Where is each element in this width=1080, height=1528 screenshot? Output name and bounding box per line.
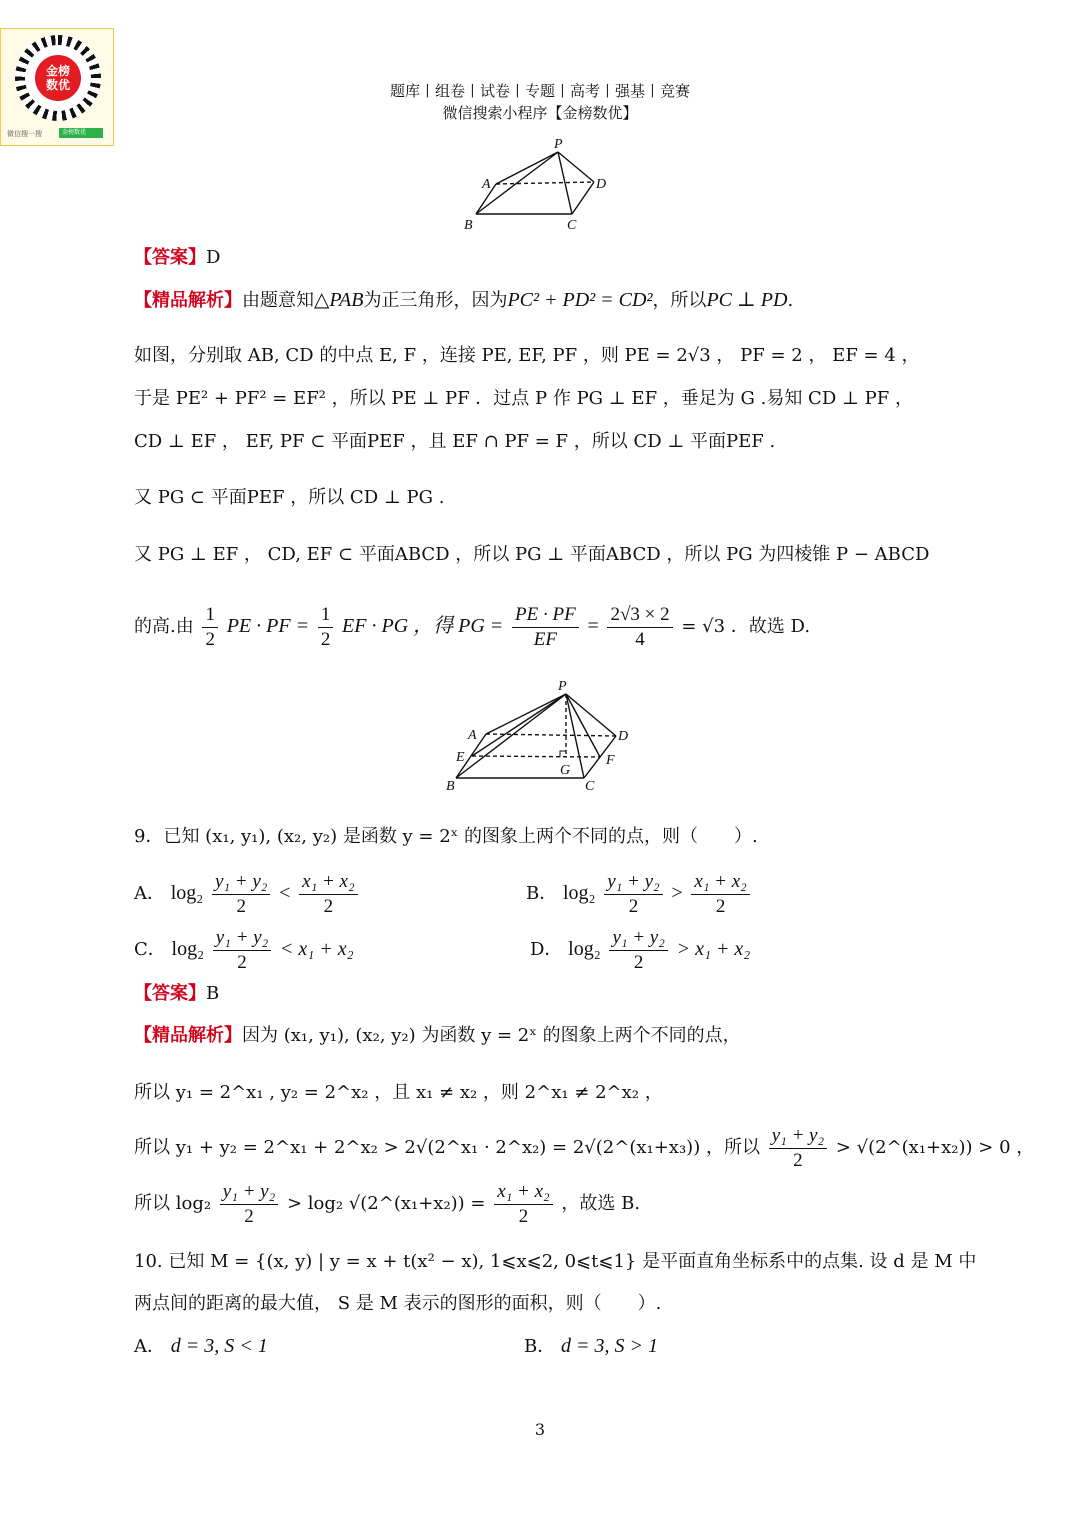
math: PE · PF = — [226, 615, 310, 637]
analysis-tag: 【精品解析】 — [134, 290, 242, 311]
text: = √3 ．故选 D. — [681, 616, 811, 637]
numerator: y₁ + y₂ — [220, 1180, 278, 1205]
edge-pa — [496, 152, 558, 184]
page-number: 3 — [534, 1420, 546, 1439]
numerator: 1 — [202, 603, 218, 628]
label-B: B — [464, 218, 473, 233]
q8-analysis-line3: 于是 PE² + PF² = EF² ，所以 PE ⊥ PF ．过点 P 作 PG ⊥ EF ，垂足为 G .易知 CD ⊥ PF ， — [134, 388, 913, 409]
option-label: A． — [134, 1336, 165, 1357]
numerator: 2√3 × 2 — [607, 603, 672, 628]
fraction — [213, 926, 271, 975]
pyramid-figure-2 — [440, 678, 640, 794]
q10-stem-line1: 10. 已知 M = {(x, y) | y = x + t(x² − x), 1⩽x⩽2, 0⩽t⩽1} 是平面直角坐标系中的点集. 设 d 是 M 中 — [134, 1251, 977, 1272]
q8-analysis-line5: 又 PG ⊂ 平面PEF ，所以 CD ⊥ PG . — [134, 487, 445, 508]
text: 由题意知 — [242, 290, 314, 311]
denominator: 2 — [715, 895, 726, 917]
denominator: 2 — [205, 628, 215, 650]
denominator: 2 — [633, 951, 644, 973]
numerator: y₁ + y₂ — [609, 926, 667, 951]
text: 因为 (x₁, y₁), (x₂, y₂) 为函数 y = 2ˣ 的图象上两个不同的点， — [242, 1025, 741, 1046]
math: log₂ — [171, 938, 205, 960]
math: log₂ — [170, 882, 204, 904]
label-C: C — [585, 779, 595, 794]
fraction — [609, 926, 667, 975]
label-D: D — [618, 729, 629, 744]
header-nav[interactable]: 题库丨组卷丨试卷丨专题丨高考丨强基丨竞赛 — [389, 82, 690, 100]
numerator: PE · PF — [512, 603, 579, 628]
numerator: x₁ + x₂ — [299, 870, 357, 895]
q8-answer-line — [134, 244, 220, 272]
option-text: d = 3, S > 1 — [560, 1335, 658, 1357]
q9-analysis-line1 — [134, 1022, 741, 1050]
text: 所以 y₁ + y₂ = 2^x₁ + 2^x₂ > 2√(2^x₁ · 2^x₂) = 2√(2^(x₁+x₃)) ，所以 — [134, 1137, 760, 1158]
q9-stem: 9．已知 (x₁, y₁), (x₂, y₂) 是函数 y = 2ˣ 的图象上两个不同的点，则（ ）. — [134, 826, 758, 847]
q8-analysis-line7 — [134, 596, 810, 657]
label-B: B — [446, 779, 455, 794]
q9-analysis-line4 — [134, 1178, 640, 1230]
q8-analysis-line2: 如图，分别取 AB, CD 的中点 E, F ，连接 PE, EF, PF ，则 PE = 2√3 ， PF = 2 ， EF = 4 ， — [134, 345, 920, 366]
edge-pa — [486, 694, 566, 734]
fraction-half — [202, 603, 218, 652]
text: ，所以 — [652, 290, 707, 311]
numerator: 1 — [318, 603, 334, 628]
q8-analysis-line6: 又 PG ⊥ EF ， CD, EF ⊂ 平面ABCD ，所以 PG ⊥ 平面ABCD ，所以 PG 为四棱锥 P − ABCD — [134, 544, 930, 565]
fraction — [494, 1180, 552, 1229]
denominator: 2 — [793, 1149, 803, 1171]
q8-analysis-line1 — [134, 286, 793, 315]
fraction — [604, 870, 662, 919]
q10-option-a[interactable] — [134, 1332, 268, 1358]
q9-option-b[interactable] — [526, 868, 753, 919]
denominator: 2 — [518, 1205, 529, 1227]
option-label: B． — [524, 1336, 556, 1357]
math: log₂ — [568, 938, 601, 960]
option-label: B． — [526, 883, 558, 904]
edge-cd — [572, 182, 594, 214]
fraction-half — [318, 603, 334, 652]
option-label: A． — [134, 883, 165, 904]
label-A: A — [468, 728, 477, 743]
denominator: 2 — [320, 628, 331, 650]
answer-value: D — [206, 247, 221, 268]
fraction — [299, 870, 357, 919]
label-F: F — [606, 753, 615, 768]
edge-ad-hidden — [496, 182, 594, 184]
math: log₂ — [562, 882, 596, 904]
math: EF · PG ，得 PG = — [342, 615, 504, 637]
denominator: 2 — [628, 895, 639, 917]
answer-value: B — [206, 983, 220, 1004]
math: < — [279, 882, 291, 904]
answer-tag: 【答案】 — [134, 983, 206, 1004]
text: . — [787, 290, 794, 311]
q9-answer-line — [134, 980, 219, 1008]
math: PC ⊥ PD — [706, 289, 788, 311]
math: △PAB — [314, 289, 364, 311]
text: 所以 log₂ — [134, 1193, 212, 1214]
text: > log₂ √(2^(x₁+x₂)) = — [286, 1193, 486, 1214]
label-E: E — [456, 750, 465, 765]
text: 的高.由 — [134, 616, 194, 637]
numerator: x₁ + x₂ — [494, 1180, 552, 1205]
fraction — [212, 870, 270, 919]
option-label: D． — [530, 939, 563, 960]
option-label: C． — [134, 939, 166, 960]
text: 为正三角形，因为 — [363, 290, 508, 311]
header-subtitle: 微信搜索小程序【金榜数优】 — [442, 104, 638, 122]
numerator: y₁ + y₂ — [769, 1124, 827, 1149]
qr-footer-text: 微信搜一搜 — [7, 130, 42, 138]
denominator: 2 — [237, 951, 247, 973]
text: > √(2^(x₁+x₂)) > 0 ， — [835, 1137, 1035, 1158]
denominator: 2 — [323, 895, 334, 917]
fraction — [220, 1180, 278, 1229]
math: > x₁ + x₂ — [676, 938, 751, 960]
q9-option-c[interactable] — [134, 924, 354, 975]
denominator: 2 — [244, 1205, 254, 1227]
q10-option-b[interactable] — [524, 1332, 658, 1358]
answer-tag: 【答案】 — [134, 247, 206, 268]
label-C: C — [567, 218, 577, 233]
analysis-tag: 【精品解析】 — [134, 1025, 242, 1046]
q9-option-a[interactable] — [134, 868, 361, 919]
math: > — [671, 882, 683, 904]
denominator: 4 — [635, 628, 645, 650]
label-G: G — [560, 763, 571, 778]
denominator: EF — [533, 628, 557, 650]
math: PC² + PD² = CD² — [507, 289, 653, 311]
label-D: D — [596, 177, 607, 192]
option-text: d = 3, S < 1 — [170, 1335, 268, 1357]
denominator: 2 — [236, 895, 246, 917]
math: < x₁ + x₂ — [279, 938, 354, 960]
q9-option-d[interactable] — [530, 924, 750, 975]
numerator: x₁ + x₂ — [691, 870, 749, 895]
numerator: y₁ + y₂ — [213, 926, 271, 951]
fraction-result — [607, 603, 672, 652]
label-P: P — [558, 679, 567, 694]
edge-pf — [566, 694, 600, 757]
qr-footer-button[interactable]: 金榜数优 — [59, 128, 103, 138]
fraction — [691, 870, 749, 919]
fraction-pe-pf — [512, 603, 579, 652]
numerator: y₁ + y₂ — [604, 870, 662, 895]
brand-logo-line2: 数优 — [45, 78, 70, 92]
label-P: P — [554, 137, 563, 152]
math: = — [587, 615, 599, 637]
edge-pe — [472, 694, 566, 756]
q8-analysis-line4: CD ⊥ EF ， EF, PF ⊂ 平面PEF ，且 EF ∩ PF = F ，所以 CD ⊥ 平面PEF . — [134, 431, 776, 452]
brand-logo-line1: 金榜 — [45, 64, 70, 78]
q9-analysis-line2: 所以 y₁ = 2^x₁ , y₂ = 2^x₂ ，且 x₁ ≠ x₂ ，则 2^x₁ ≠ 2^x₂ ， — [134, 1082, 663, 1103]
numerator: y₁ + y₂ — [212, 870, 270, 895]
label-A: A — [482, 177, 491, 192]
fraction — [769, 1124, 827, 1173]
segment-ef-hidden — [472, 756, 600, 757]
q9-analysis-line3 — [134, 1122, 1034, 1174]
text: ，故选 B. — [561, 1193, 641, 1214]
pyramid-figure-1 — [460, 136, 620, 236]
q10-stem-line2: 两点间的距离的最大值， S 是 M 表示的图形的面积，则（ ）. — [134, 1293, 662, 1314]
